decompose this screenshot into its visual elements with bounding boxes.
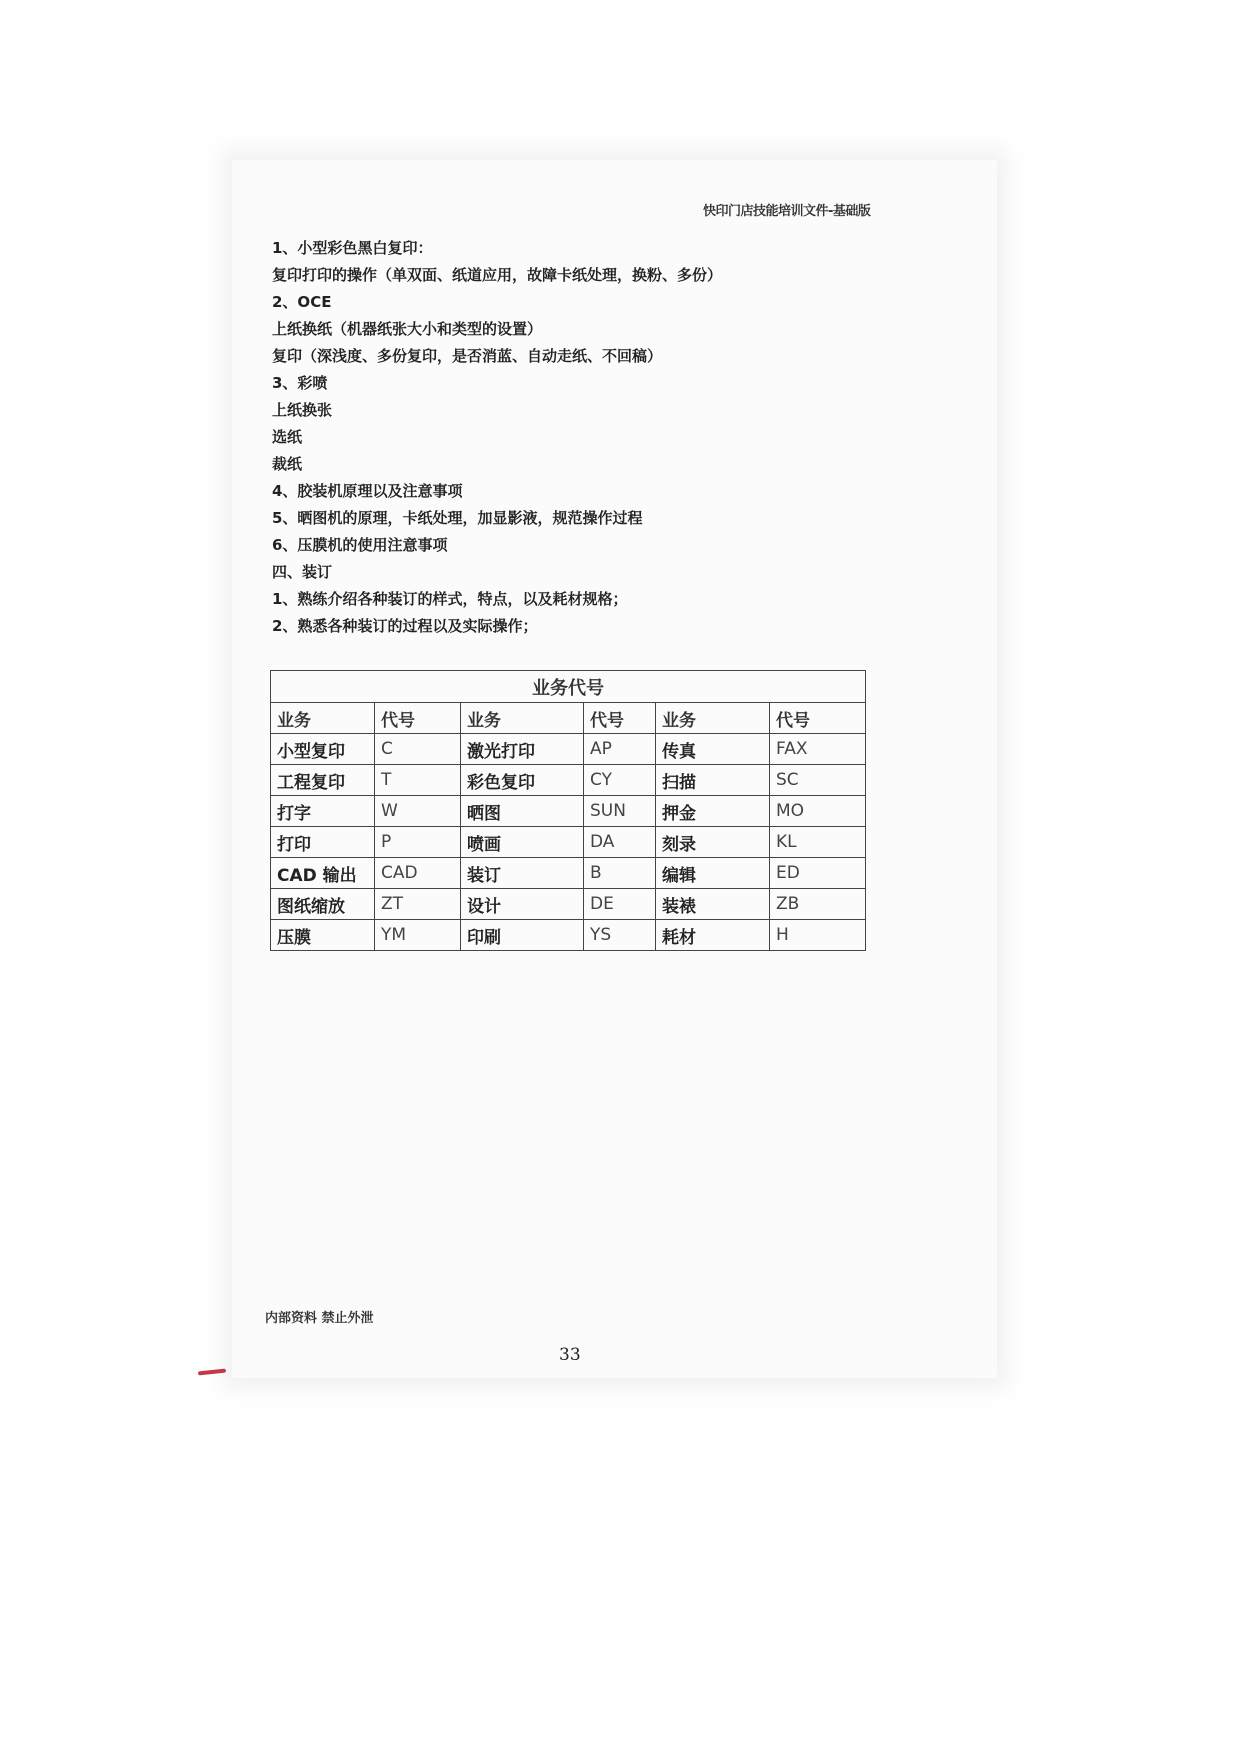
table-caption: 业务代号	[271, 671, 866, 703]
code-cell: CAD	[375, 858, 461, 889]
code-cell: CY	[584, 765, 656, 796]
column-header: 业务	[656, 703, 770, 734]
text-line: 上纸换张	[272, 401, 333, 419]
business-cell: 工程复印	[271, 765, 375, 796]
code-cell: ZB	[770, 889, 866, 920]
business-cell: 图纸缩放	[271, 889, 375, 920]
text-line: 2、OCE	[272, 293, 332, 311]
code-cell: B	[584, 858, 656, 889]
text-line: 1、小型彩色黑白复印：	[272, 239, 433, 257]
text-line: 2、熟悉各种装订的过程以及实际操作；	[272, 617, 538, 635]
business-cell: 打印	[271, 827, 375, 858]
business-cell: 印刷	[461, 920, 584, 951]
business-cell: 设计	[461, 889, 584, 920]
text-line: 复印（深浅度、多份复印，是否消蓝、自动走纸、不回稿）	[272, 347, 663, 365]
business-cell: 编辑	[656, 858, 770, 889]
business-cell: CAD 输出	[271, 858, 375, 889]
table-row	[271, 827, 866, 858]
red-ink-mark	[198, 1369, 226, 1376]
business-cell: 装订	[461, 858, 584, 889]
table-caption-row	[271, 671, 866, 703]
column-header: 代号	[770, 703, 866, 734]
column-header: 代号	[584, 703, 656, 734]
column-header: 代号	[375, 703, 461, 734]
business-code-table	[270, 670, 866, 951]
code-cell: FAX	[770, 734, 866, 765]
business-cell: 彩色复印	[461, 765, 584, 796]
business-cell: 压膜	[271, 920, 375, 951]
code-cell: AP	[584, 734, 656, 765]
code-cell: MO	[770, 796, 866, 827]
table-row	[271, 889, 866, 920]
text-line: 3、彩喷	[272, 374, 328, 392]
code-cell: W	[375, 796, 461, 827]
business-cell: 耗材	[656, 920, 770, 951]
text-line: 四、装订	[272, 563, 333, 581]
text-line: 裁纸	[272, 455, 303, 473]
table-row	[271, 920, 866, 951]
business-cell: 晒图	[461, 796, 584, 827]
code-cell: YM	[375, 920, 461, 951]
table-row	[271, 796, 866, 827]
text-line: 上纸换纸（机器纸张大小和类型的设置）	[272, 320, 543, 338]
business-cell: 押金	[656, 796, 770, 827]
business-cell: 传真	[656, 734, 770, 765]
code-cell: P	[375, 827, 461, 858]
business-cell: 扫描	[656, 765, 770, 796]
text-line: 6、压膜机的使用注意事项	[272, 536, 448, 554]
table-row	[271, 734, 866, 765]
text-line: 1、熟练介绍各种装订的样式，特点，以及耗材规格；	[272, 590, 628, 608]
table-row	[271, 765, 866, 796]
document-header-title: 快印门店技能培训文件-基础版	[703, 204, 871, 219]
table-row	[271, 858, 866, 889]
page-number: 33	[559, 1345, 581, 1365]
business-cell: 打字	[271, 796, 375, 827]
text-line: 5、晒图机的原理，卡纸处理，加显影液，规范操作过程	[272, 509, 643, 527]
code-cell: KL	[770, 827, 866, 858]
business-cell: 装裱	[656, 889, 770, 920]
table-header-row	[271, 703, 866, 734]
body-text	[272, 235, 912, 640]
code-cell: C	[375, 734, 461, 765]
confidential-note: 内部资料 禁止外泄	[265, 1311, 374, 1326]
code-cell: DA	[584, 827, 656, 858]
code-cell: SUN	[584, 796, 656, 827]
business-cell: 小型复印	[271, 734, 375, 765]
business-cell: 刻录	[656, 827, 770, 858]
code-cell: SC	[770, 765, 866, 796]
text-line: 选纸	[272, 428, 303, 446]
code-cell: ZT	[375, 889, 461, 920]
text-line: 复印打印的操作（单双面、纸道应用，故障卡纸处理，换粉、多份）	[272, 266, 723, 284]
business-cell: 激光打印	[461, 734, 584, 765]
text-line: 4、胶装机原理以及注意事项	[272, 482, 463, 500]
business-code-table-wrapper	[270, 670, 865, 951]
column-header: 业务	[271, 703, 375, 734]
code-cell: H	[770, 920, 866, 951]
business-cell: 喷画	[461, 827, 584, 858]
code-cell: ED	[770, 858, 866, 889]
code-cell: YS	[584, 920, 656, 951]
column-header: 业务	[461, 703, 584, 734]
code-cell: DE	[584, 889, 656, 920]
code-cell: T	[375, 765, 461, 796]
